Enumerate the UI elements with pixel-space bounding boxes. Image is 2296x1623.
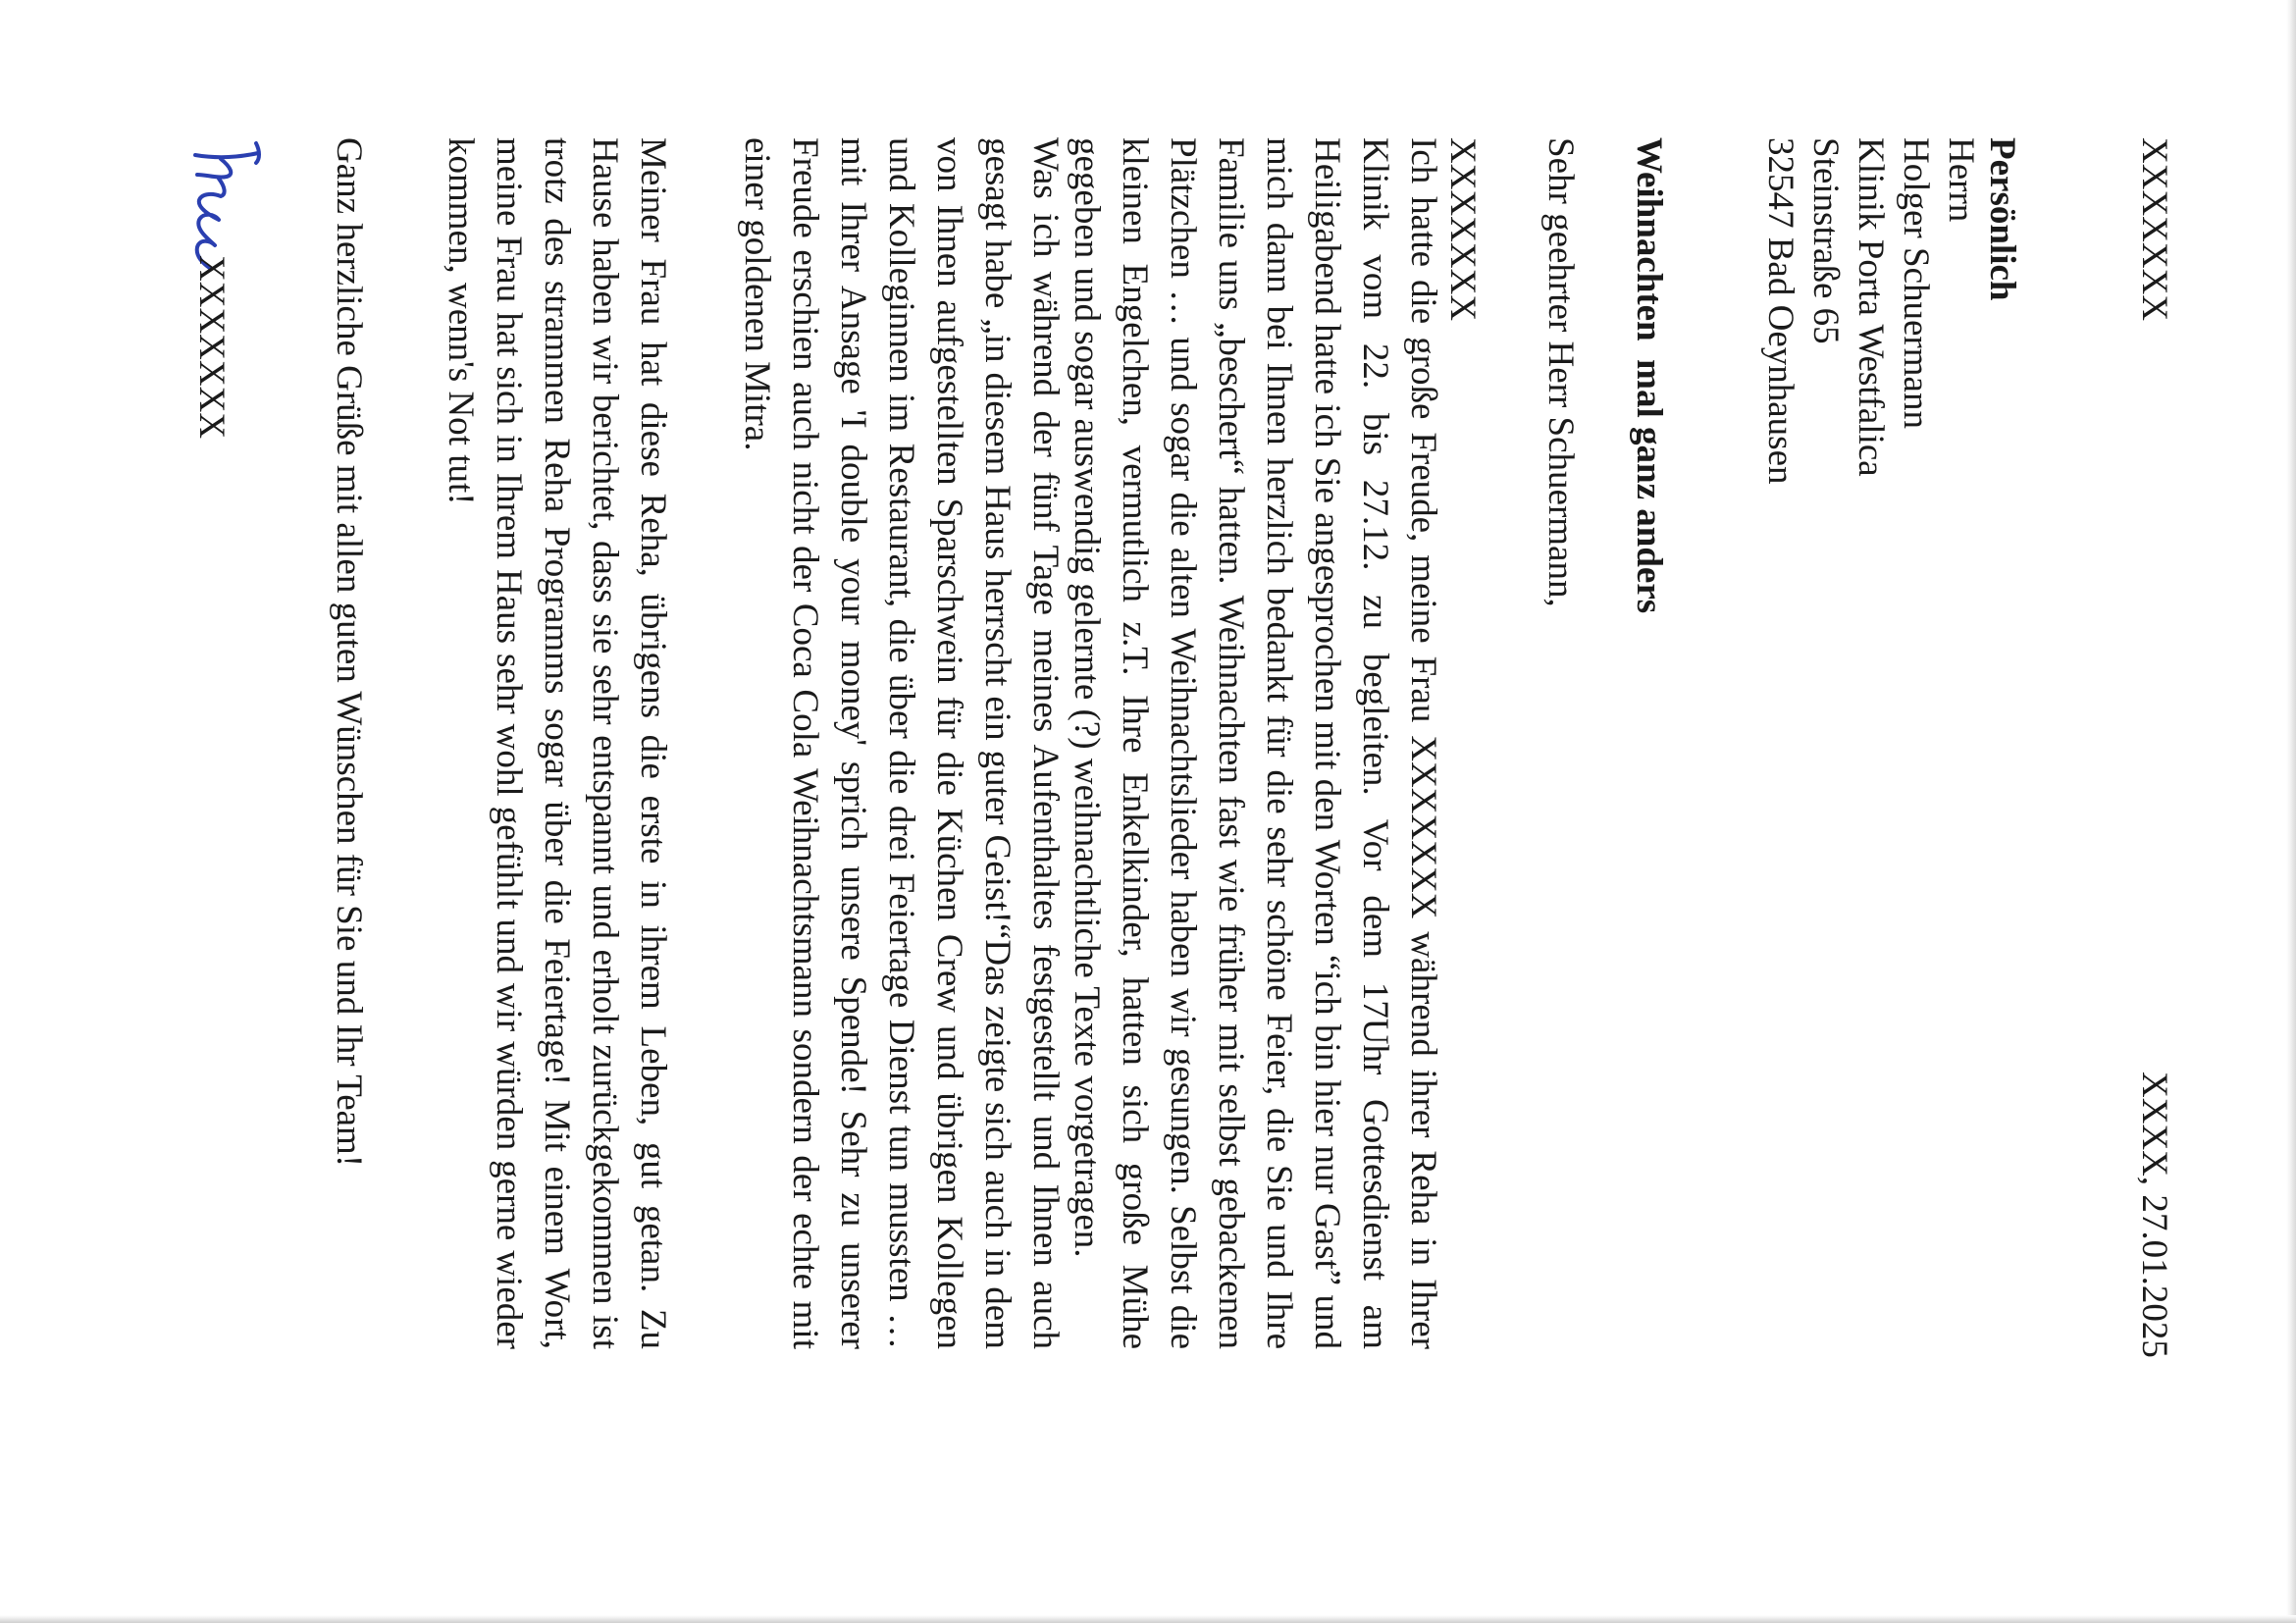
recipient-line-street: Steinstraße 65: [1805, 137, 1846, 344]
paragraph-1: [1063, 137, 1447, 1349]
paragraph-2: [733, 137, 1070, 1349]
salutation: Sehr geehrter Herr Schuermann,: [1540, 137, 1581, 607]
recipient-line-personal: Persönlich: [1982, 137, 2022, 301]
subject-line: Weihnachten mal ganz anders: [1629, 137, 1669, 614]
place-date: XXXX, 27.01.2025: [2134, 1072, 2174, 1358]
recipient-line-name: Holger Schuermann: [1896, 137, 1936, 429]
sender-placeholder: XXXXXXX: [2134, 137, 2174, 322]
signature-name: XXXXXXX: [191, 255, 232, 440]
recipient-line-title: Herrn: [1941, 137, 1981, 223]
sender-intro: XXXXXXX: [1442, 137, 1483, 322]
scan-edge-bottom: [0, 1615, 2296, 1623]
closing: Ganz herzliche Grüße mit allen guten Wünschen für Sie und Ihr Team!: [329, 137, 369, 1168]
letter-page: [118, 137, 2178, 1472]
recipient-line-org: Klinik Porta Westfalica: [1851, 137, 1891, 477]
paragraph-text: Was ich während der fünf Tage meines Aufenthaltes festgestellt und Ihnen auch gesagt habe „in diesem Haus herrscht ein guter Geist!“Das zeigte sich auch in dem von Ihnen aufgestellten Sparschwein für die Küchen Crew und übrigen Kollegen und Kolleginnen im Restaurant, die über die drei Feiertage Dienst tun mussten …mit Ihrer Ansage 'I double your money' sprich unsere Spende! Sehr zu unserer Freude erschien auch nicht der Coca Cola Weihnachtsmann sondern der echte mit einer goldenen Mitra.: [737, 137, 1066, 1349]
paragraph-3: [437, 137, 677, 1349]
scan-edge-right: [2286, 0, 2296, 1623]
paragraph-text: Meiner Frau hat diese Reha, übrigens die erste in ihrem Leben, gut getan. Zu Hause haben wir berichtet, dass sie sehr entspannt und erholt zurückgekommen ist trotz des strammen Reha Programms sogar über die Feiertage! Mit einem Wort, meine Frau hat sich in Ihrem Haus sehr wohl gefühlt und wir würden gerne wieder kommen, wenn's Not tut!: [441, 137, 673, 1349]
recipient-line-city: 32547 Bad Oeynhausen: [1760, 137, 1800, 485]
handwritten-signature: [182, 137, 270, 275]
paragraph-text: Ich hatte die große Freude, meine Frau XXXXXXX während ihrer Reha in Ihrer Klinik vom 22. bis 27.12. zu begleiten. Vor dem 17Uhr Gottesdienst am Heiligabend hatte ich Sie angesprochen mit den Worten “ich bin hier nur Gast” und mich dann bei Ihnen herzlich bedankt für die sehr schöne Feier, die Sie und Ihre Familie uns „beschert“ hatten. Weihnachten fast wie früher mit selbst gebackenen Plätzchen … und sogar die alten Weihnachtslieder haben wir gesungen. Selbst die kleinen Engelchen, vermutlich z.T. Ihre Enkelkinder, hatten sich große Mühe gegeben und sogar auswendig gelernte (?) weihnachtliche Texte vorgetragen.: [1067, 137, 1443, 1349]
